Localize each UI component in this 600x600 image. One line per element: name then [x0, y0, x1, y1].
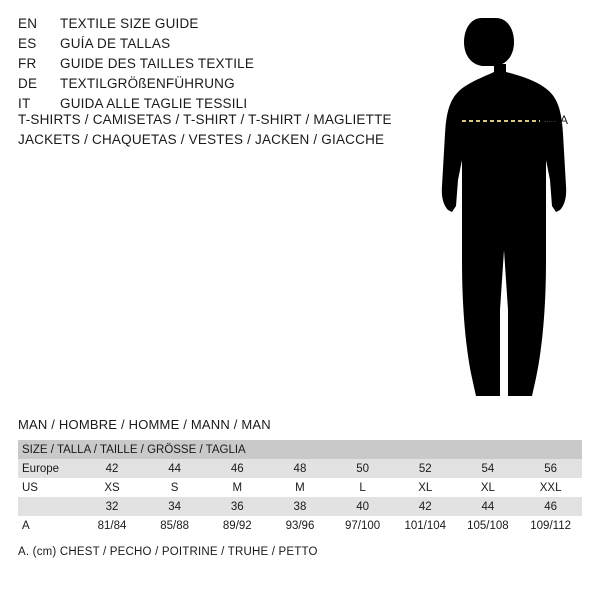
measure-leader-line: [544, 121, 556, 122]
table-cell: 52: [394, 459, 457, 478]
silhouette-icon: [400, 10, 600, 410]
table-cell: 93/96: [269, 516, 332, 535]
language-row: [18, 36, 418, 56]
table-cell: 101/104: [394, 516, 457, 535]
table-row: [18, 497, 582, 516]
language-row: [18, 56, 418, 76]
row-label: A: [18, 516, 81, 535]
table-cell: M: [206, 478, 269, 497]
row-label: US: [18, 478, 81, 497]
table-cell: S: [143, 478, 206, 497]
language-title: GUÍA DE TALLAS: [60, 36, 171, 51]
table-cell: 46: [519, 497, 582, 516]
table-cell: 97/100: [331, 516, 394, 535]
table-cell: 38: [269, 497, 332, 516]
table-cell: 81/84: [81, 516, 144, 535]
language-title: GUIDE DES TAILLES TEXTILE: [60, 56, 255, 71]
language-title: GUIDA ALLE TAGLIE TESSILI: [60, 96, 248, 111]
size-table-wrap: [18, 440, 582, 535]
table-cell: 109/112: [519, 516, 582, 535]
language-code: FR: [18, 56, 37, 71]
table-cell: 89/92: [206, 516, 269, 535]
table-cell: M: [269, 478, 332, 497]
table-header-row: [18, 440, 582, 459]
table-cell: L: [331, 478, 394, 497]
garment-line-tshirts: T-SHIRTS / CAMISETAS / T-SHIRT / T-SHIRT / MAGLIETTE: [18, 112, 392, 127]
table-cell: 48: [269, 459, 332, 478]
language-row: [18, 16, 418, 36]
size-table: [18, 440, 582, 535]
table-cell: 32: [81, 497, 144, 516]
table-cell: 42: [394, 497, 457, 516]
language-row: [18, 76, 418, 96]
table-row: [18, 478, 582, 497]
table-header-label: SIZE / TALLA / TAILLE / GRÖSSE / TAGLIA: [18, 440, 582, 459]
table-cell: 40: [331, 497, 394, 516]
language-title: TEXTILE SIZE GUIDE: [60, 16, 199, 31]
table-cell: XL: [394, 478, 457, 497]
table-cell: 42: [81, 459, 144, 478]
table-cell: XL: [457, 478, 520, 497]
table-cell: XS: [81, 478, 144, 497]
section-heading-man: MAN / HOMBRE / HOMME / MANN / MAN: [18, 417, 271, 432]
garment-type-block: [18, 110, 438, 150]
table-row: [18, 516, 582, 535]
table-cell: 36: [206, 497, 269, 516]
male-silhouette-figure: [400, 10, 600, 410]
language-code: DE: [18, 76, 38, 91]
language-title-list: [18, 16, 418, 116]
language-title: TEXTILGRÖßENFÜHRUNG: [60, 76, 235, 91]
footer-note: A. (cm) CHEST / PECHO / POITRINE / TRUHE / PETTO: [18, 546, 318, 558]
table-cell: 85/88: [143, 516, 206, 535]
garment-line-jackets: JACKETS / CHAQUETAS / VESTES / JACKEN / GIACCHE: [18, 132, 385, 147]
language-code: ES: [18, 36, 37, 51]
table-cell: 50: [331, 459, 394, 478]
measure-label-a: A: [560, 113, 569, 127]
row-label: Europe: [18, 459, 81, 478]
table-cell: 44: [457, 497, 520, 516]
table-cell: XXL: [519, 478, 582, 497]
table-cell: 46: [206, 459, 269, 478]
table-row: [18, 459, 582, 478]
row-label: [18, 497, 81, 516]
language-code: EN: [18, 16, 38, 31]
table-cell: 105/108: [457, 516, 520, 535]
table-cell: 34: [143, 497, 206, 516]
table-cell: 54: [457, 459, 520, 478]
language-code: IT: [18, 96, 31, 111]
table-cell: 56: [519, 459, 582, 478]
table-cell: 44: [143, 459, 206, 478]
